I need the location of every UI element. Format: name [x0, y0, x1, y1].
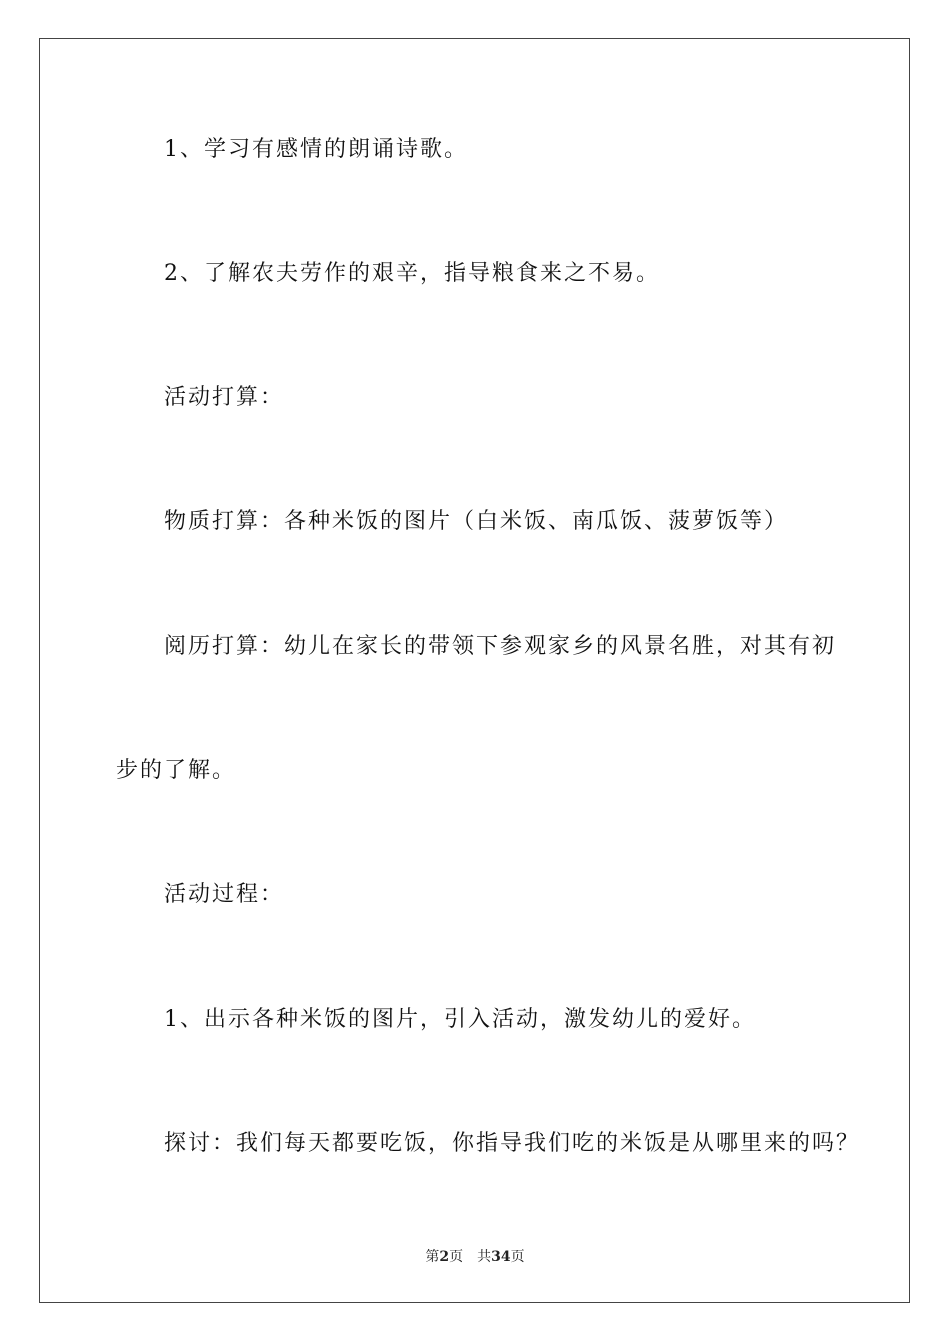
paragraph-objective-1: 1、学习有感情的朗诵诗歌。 — [164, 137, 468, 162]
paragraph-material-preparation: 物质打算：各种米饭的图片（白米饭、南瓜饭、菠萝饭等） — [164, 509, 789, 534]
total-pages: 34 — [491, 1249, 511, 1265]
paragraph-objective-2: 2、了解农夫劳作的艰辛，指导粮食来之不易。 — [164, 261, 660, 286]
page-suffix: 页 — [449, 1249, 464, 1265]
paragraph-process-heading: 活动过程： — [164, 882, 285, 907]
page-prefix: 第 — [425, 1249, 440, 1265]
page-frame — [39, 38, 910, 1303]
page-number: 2 — [439, 1249, 450, 1265]
page-footer — [0, 1247, 950, 1267]
paragraph-process-step-1: 1、出示各种米饭的图片，引入活动，激发幼儿的爱好。 — [164, 1007, 756, 1032]
total-suffix: 页 — [510, 1249, 525, 1265]
paragraph-experience-preparation: 阅历打算：幼儿在家长的带领下参观家乡的风景名胜，对其有初 — [164, 634, 837, 659]
paragraph-discussion: 探讨：我们每天都要吃饭，你指导我们吃的米饭是从哪里来的吗？ — [164, 1131, 861, 1156]
total-prefix: 共 — [477, 1249, 492, 1265]
paragraph-preparation-heading: 活动打算： — [164, 385, 285, 410]
paragraph-experience-continued: 步的了解。 — [116, 758, 237, 783]
